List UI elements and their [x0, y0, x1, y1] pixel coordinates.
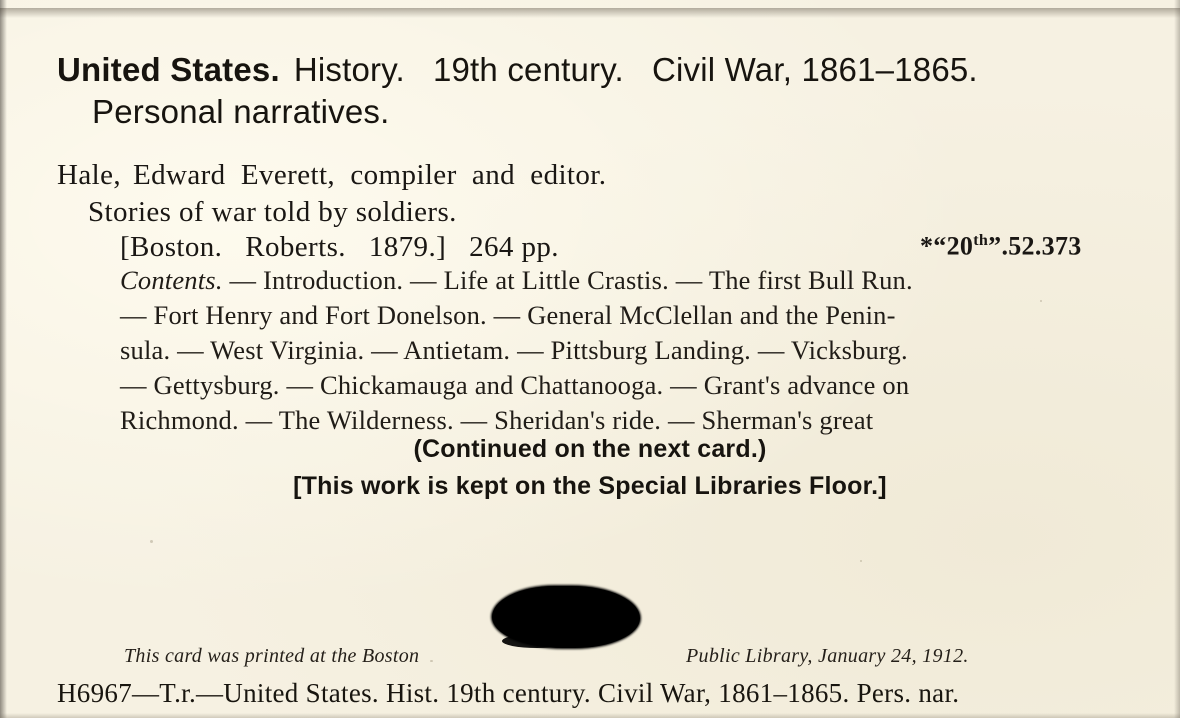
paper-speck: [860, 560, 862, 562]
author-line: [57, 160, 606, 191]
paper-speck: [150, 540, 153, 543]
author-rest: Edward Everett, compiler and editor.: [133, 159, 607, 191]
contents-line-1: [120, 266, 913, 295]
subject-heading-line2: Personal narratives.: [92, 93, 390, 130]
subject-heading-lead: United States.: [57, 51, 280, 88]
continued-note: (Continued on the next card.): [413, 435, 767, 463]
footer-tracing: H6967—T.r.—United States. Hist. 19th century. Civil War, 1861–1865. Pers. nar.: [57, 678, 960, 708]
subject-heading-rest: History. 19th century. Civil War, 1861–1865.: [293, 51, 978, 88]
call-number-suffix: ”.52.373: [988, 231, 1082, 261]
contents-text-1: — Introduction. — Life at Little Crastis. — The first Bull Run.: [222, 265, 913, 295]
paper-speck: [430, 660, 433, 662]
contents-line-4: — Gettysburg. — Chickamauga and Chattanooga. — Grant's advance on: [120, 370, 910, 400]
redaction-blob: [492, 586, 640, 648]
scan-edge-right: [1174, 0, 1180, 718]
call-number: [920, 232, 1082, 261]
special-libraries-note: [This work is kept on the Special Libraries Floor.]: [293, 472, 887, 500]
printed-note-left: This card was printed at the Boston: [124, 645, 420, 667]
scan-edge-left: [0, 0, 7, 718]
contents-label: Contents.: [120, 265, 223, 295]
imprint-line: [Boston. Roberts. 1879.] 264 pp.: [120, 231, 559, 263]
subject-heading-line1: [57, 52, 978, 88]
contents-line-2: — Fort Henry and Fort Donelson. — General McClellan and the Penin-: [120, 300, 896, 330]
contents-line-3: sula. — West Virginia. — Antietam. — Pittsburg Landing. — Vicksburg.: [120, 335, 908, 365]
call-number-superscript: th: [973, 232, 989, 249]
paper-speck: [1040, 300, 1042, 302]
title-line: Stories of war told by soldiers.: [88, 196, 457, 228]
call-number-prefix: *“20: [920, 231, 974, 261]
scan-edge-top-shadow: [0, 8, 1180, 18]
scan-edge-bottom: [0, 713, 1180, 718]
contents-line-5: Richmond. — The Wilderness. — Sheridan's ride. — Sherman's great: [120, 405, 874, 435]
printed-note-right: Public Library, January 24, 1912.: [686, 645, 969, 667]
author-surname: Hale,: [57, 159, 121, 191]
